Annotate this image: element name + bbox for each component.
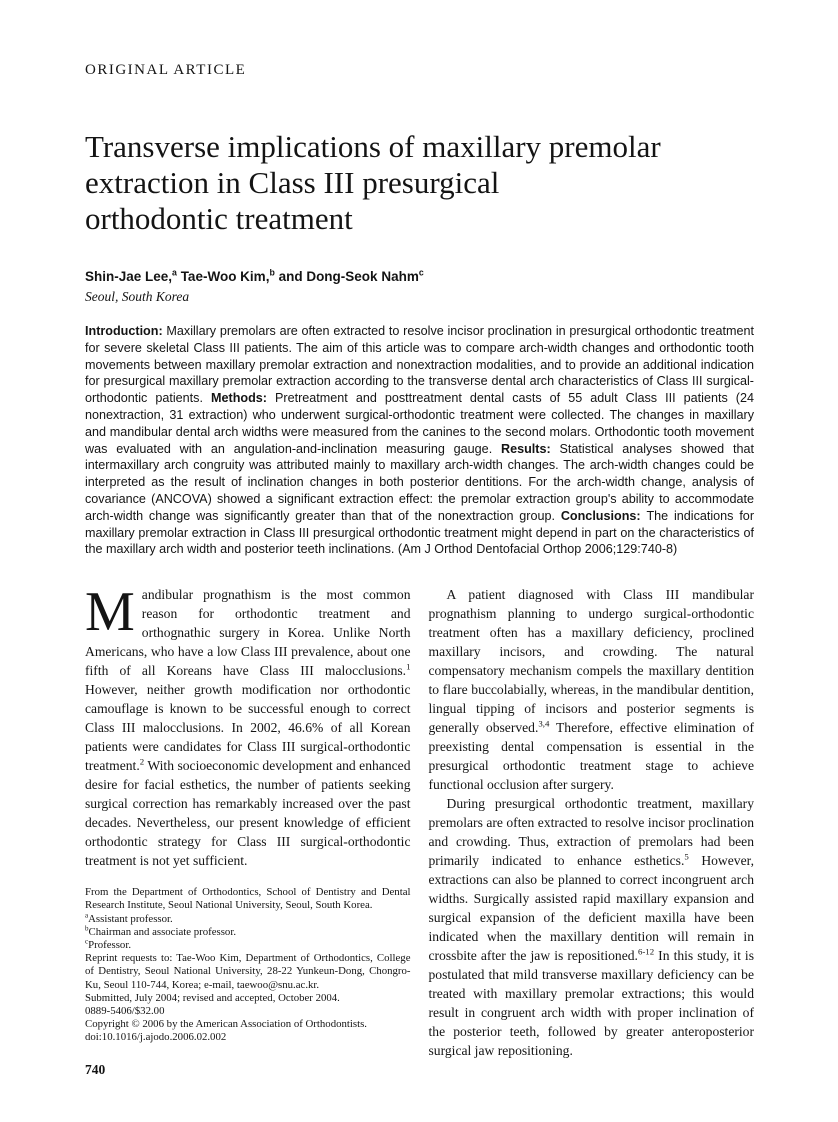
footnote-block (85, 886, 411, 1044)
article-title-line-2: extraction in Class III presurgical (85, 165, 500, 200)
article-title-line-1: Transverse implications of maxillary premolar (85, 129, 661, 164)
footnote-doi: doi:10.1016/j.ajodo.2006.02.002 (85, 1031, 227, 1044)
author-location: Seoul, South Korea (85, 289, 190, 304)
intro-paragraph-text: andibular prognathism is the most common reason for orthodontic treatment and orthognathic surgery in Korea. Unlike North Americans, who have a low Class III prevalence, about one fifth of all Koreans have Class III malocclusions.$^1$ However, neither growth modification nor orthodontic camouflage is known to be successful enough to correct Class III malocclusions. In 2002, 46.6% of all Korean patients were candidates for Class III surgical-orthodontic treatment.$^2$ With socioeconomic development and enhanced desire for facial esthetics, the number of patients seeking surgical correction has remarkably increased over the past decades. Nevertheless, our present knowledge of efficient orthodontic strategy for Class III surgical-orthodontic treatment is not yet sufficient. (85, 587, 411, 869)
footnote-author-c: $^c$Professor. (85, 937, 132, 951)
body-columns (85, 581, 754, 1060)
page-number: 740 (85, 1062, 106, 1077)
author-byline: Shin-Jae Lee,$^a$ Tae-Woo Kim,$^b$ and Dong-Seok Nahm$^c$ (85, 267, 424, 284)
footnote-reprint-requests: Reprint requests to: Tae-Woo Kim, Department of Orthodontics, College of Dentistry, Seoul National University, 28-22 Yunkeun-Dong, Chongro-Ku, Seoul 110-744, Korea; e-mail, taewoo@snu.ac.kr. (85, 952, 411, 991)
footnote-author-a: $^a$Assistant professor. (85, 910, 173, 925)
footnote-issn-price: 0889-5406/$32.00 (85, 1004, 165, 1017)
intro-paragraph (85, 581, 411, 870)
drop-cap: M (85, 581, 135, 644)
footnote-submission-dates: Submitted, July 2004; revised and accepted, October 2004. (85, 991, 340, 1004)
footnote-affiliation: From the Department of Orthodontics, School of Dentistry and Dental Research Institute, Seoul National University, Seoul, South Korea. (85, 886, 411, 912)
abstract-paragraph: Introduction: Maxillary premolars are often extracted to resolve incisor proclination in presurgical orthodontic treatment for severe skeletal Class III patients. The aim of this article was to compare arch-width changes and orthodontic tooth movements between maxillary premolar extraction and nonextraction modalities, and to provide an additional indication for presurgical maxillary premolar extraction according to the transverse dental arch characteristics of Class III surgical-orthodontic patients. Methods: Pretreatment and posttreatment dental casts of 55 adult Class III patients (24 nonextraction, 31 extraction) who underwent surgical-orthodontic treatment were collected. The changes in maxillary and mandibular dental arch widths were measured from the canines to the second molars. Orthodontic tooth movement was evaluated with an angulation-and-inclination measuring gauge. Results: Statistical analyses showed that intermaxillary arch congruity was attributed mainly to maxillary arch-width changes. The arch-width changes could be interpreted as the result of inclination changes in both posterior dentitions. For the arch-width change, analysis of covariance (ANCOVA) showed a significant extraction effect: the premolar extraction group's ability to accommodate arch-width change was significantly greater than that of the nonextraction group. Conclusions: The indications for maxillary premolar extraction in Class III presurgical orthodontic treatment might depend in part on the characteristics of the maxillary arch width and posterior teeth inclinations. (Am J Orthod Dentofacial Orthop 2006;129:740-8) (85, 324, 755, 557)
footnote-copyright: Copyright © 2006 by the American Association of Orthodontists. (85, 1018, 367, 1031)
article-title (85, 129, 754, 237)
article-type-label: ORIGINAL ARTICLE (85, 62, 247, 78)
article-title-line-3: orthodontic treatment (85, 201, 353, 236)
left-column (85, 581, 411, 1060)
footnote-author-b: $^b$Chairman and associate professor. (85, 924, 237, 938)
body-paragraph-1: A patient diagnosed with Class III mandibular prognathism planning to undergo surgical-orthodontic treatment often has a maxillary deficiency, proclined maxillary incisors, and crowding. The natural compensatory mechanism compels the maxillary dentition to flare buccolabially, whereas, in the mandibular dentition, lingual tipping of incisors and posterior segments is generally observed.$^{3,4}$ Therefore, effective elimination of preexisting dental compensation is essential in the presurgical orthodontic treatment stage to achieve functional occlusion after surgery. (428, 587, 754, 793)
body-paragraph-2: During presurgical orthodontic treatment, maxillary premolars are often extracted to resolve incisor proclination and crowding. Thus, extraction of premolars had been primarily indicated to enhance esthetics.$^5$ However, extractions can also be planned to correct incongruent arch widths. Surgically assisted rapid maxillary expansion and surgical expansion of the deficient maxilla have been indicated when the maxillary dentition will remain in crossbite after the jaw is repositioned.$^{6-12}$ In this study, it is postulated that mild transverse maxillary deficiency can be treated with maxillary premolar extractions; this would result in congruent arch width with proper inclination of the posterior teeth, followed by greater anteroposterior surgical jaw repositioning. (428, 796, 754, 1059)
right-column (429, 585, 755, 1060)
